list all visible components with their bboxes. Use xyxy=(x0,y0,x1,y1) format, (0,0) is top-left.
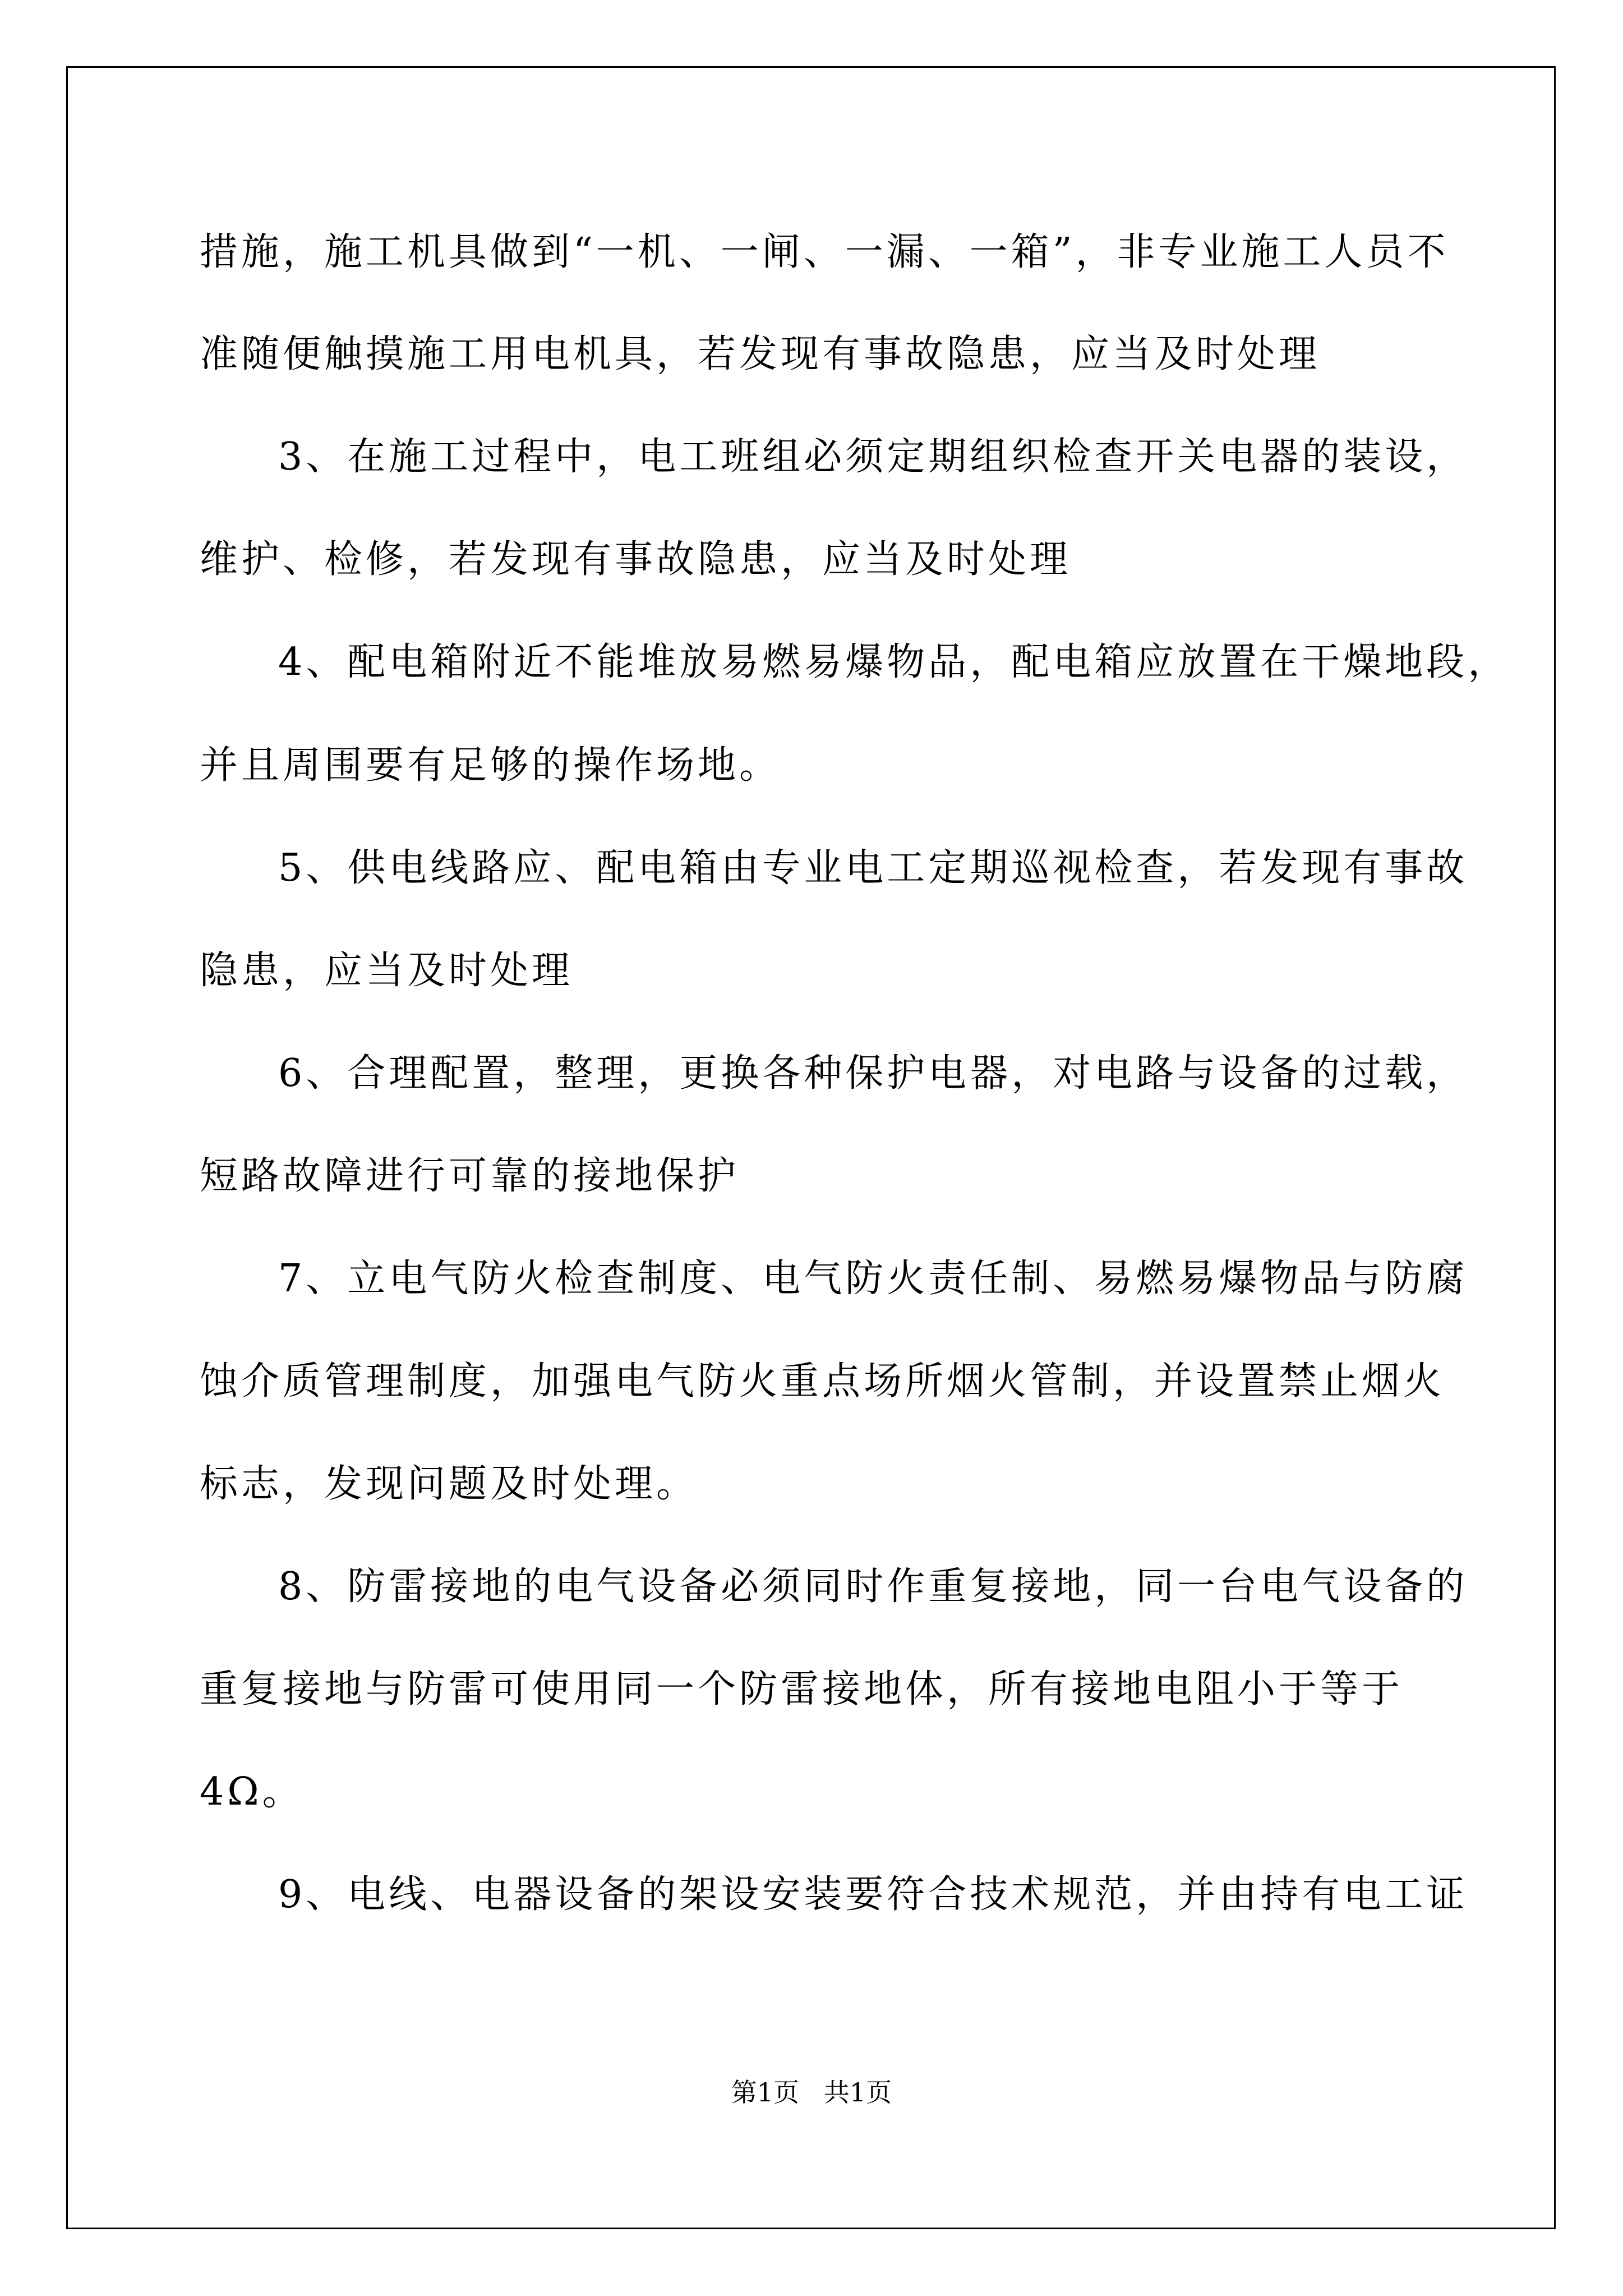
paragraph-line-14: 8、防雷接地的电气设备必须同时作重复接地，同一台电气设备的 xyxy=(278,1565,1468,1609)
paragraph-line-16: 4Ω。 xyxy=(200,1770,304,1814)
paragraph-line-9: 6、合理配置，整理，更换各种保护电器，对电路与设备的过载， xyxy=(278,1051,1468,1096)
page-number-footer: 第1页 共1页 xyxy=(731,2077,892,2108)
paragraph-line-5: 4、配电箱附近不能堆放易燃易爆物品，配电箱应放置在干燥地段， xyxy=(278,640,1510,684)
paragraph-line-13: 标志，发现问题及时处理。 xyxy=(200,1462,698,1506)
paragraph-line-8: 隐患，应当及时处理 xyxy=(200,949,574,993)
paragraph-line-1: 措施，施工机具做到“一机、一闸、一漏、一箱”，非专业施工人员不 xyxy=(200,230,1449,274)
paragraph-line-2: 准随便触摸施工用电机具，若发现有事故隐患，应当及时处理 xyxy=(200,332,1321,376)
paragraph-line-17: 9、电线、电器设备的架设安装要符合技术规范，并由持有电工证 xyxy=(278,1872,1468,1917)
paragraph-line-10: 短路故障进行可靠的接地保护 xyxy=(200,1154,740,1198)
paragraph-line-3: 3、在施工过程中，电工班组必须定期组织检查开关电器的装设， xyxy=(278,435,1468,479)
paragraph-line-6: 并且周围要有足够的操作场地。 xyxy=(200,743,781,788)
paragraph-line-11: 7、立电气防火检查制度、电气防火责任制、易燃易爆物品与防腐 xyxy=(278,1257,1468,1301)
paragraph-line-7: 5、供电线路应、配电箱由专业电工定期巡视检查，若发现有事故 xyxy=(278,846,1468,890)
paragraph-line-12: 蚀介质管理制度，加强电气防火重点场所烟火管制，并设置禁止烟火 xyxy=(200,1359,1445,1404)
paragraph-line-15: 重复接地与防雷可使用同一个防雷接地体，所有接地电阻小于等于 xyxy=(200,1667,1404,1711)
paragraph-line-4: 维护、检修，若发现有事故隐患，应当及时处理 xyxy=(200,537,1072,582)
